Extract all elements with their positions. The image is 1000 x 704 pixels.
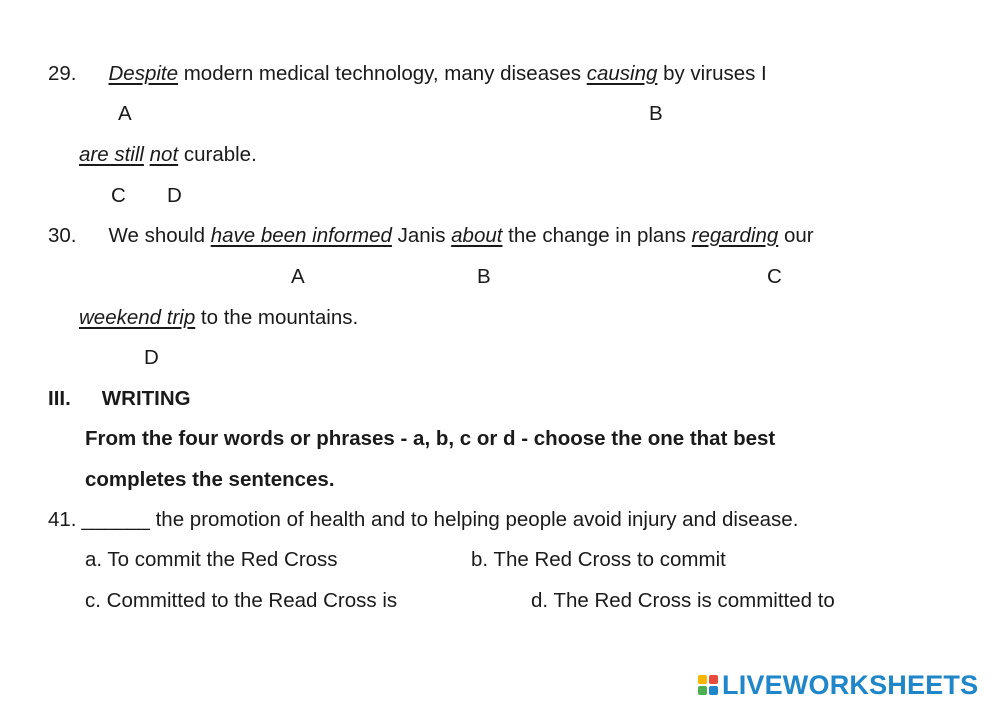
q30-line2 [79,306,358,330]
section-title: WRITING [101,387,191,410]
q41-option-d[interactable]: d. The Red Cross is committed to [531,589,835,612]
section-instructions-line1: From the four words or phrases - a, b, c or d - choose the one that best [85,427,776,450]
logo-square-icon [698,675,707,684]
q29-label-a: A [118,102,132,125]
q30-text-1: Janis [391,224,452,247]
q29-word-b: causing [586,62,658,85]
q30-text-4: to the mountains. [195,306,359,329]
q30-label-c: C [767,265,782,288]
q29-text-2: by viruses I [657,62,767,85]
q29-word-c: are still [79,143,144,166]
logo-square-icon [698,686,707,695]
q41-line [48,508,798,532]
liveworksheets-logo-icon [698,675,718,695]
q30-word-a: have been informed [210,224,392,247]
q29-word-a: Despite [108,62,179,85]
q30-label-b: B [477,265,491,288]
q30-label-d: D [144,346,159,369]
q30-label-a: A [291,265,305,288]
q41-text: ______ the promotion of health and to helping people avoid injury and disease. [81,508,799,531]
q30-line1 [48,224,814,248]
q41-option-c[interactable]: c. Committed to the Read Cross is [85,589,398,612]
q30-text-3: our [778,224,814,247]
section-heading [48,387,191,411]
q29-line2 [79,143,257,167]
q29-word-d: not [149,143,179,166]
section-instructions-line2: completes the sentences. [85,468,335,491]
liveworksheets-logo-text: LIVEWORKSHEETS [722,669,979,700]
logo-square-icon [709,686,718,695]
section-number: III. [48,387,71,410]
q30-number: 30. [48,224,77,247]
q30-word-b: about [451,224,503,247]
q29-label-b: B [649,102,663,125]
q41-option-b[interactable]: b. The Red Cross to commit [471,548,726,571]
liveworksheets-logo [698,670,978,700]
q30-text-2: the change in plans [502,224,692,247]
q30-word-d: weekend trip [79,306,196,329]
q29-label-d: D [167,184,182,207]
q29-text-4: curable. [178,143,257,166]
q29-number: 29. [48,62,77,85]
q41-option-a[interactable]: a. To commit the Red Cross [85,548,338,571]
q29-line1 [48,62,767,86]
q30-word-c: regarding [691,224,779,247]
q41-number: 41. [48,508,77,531]
q30-text-0: We should [108,224,211,247]
q29-label-c: C [111,184,126,207]
q29-text-1: modern medical technology, many diseases [178,62,587,85]
logo-square-icon [709,675,718,684]
